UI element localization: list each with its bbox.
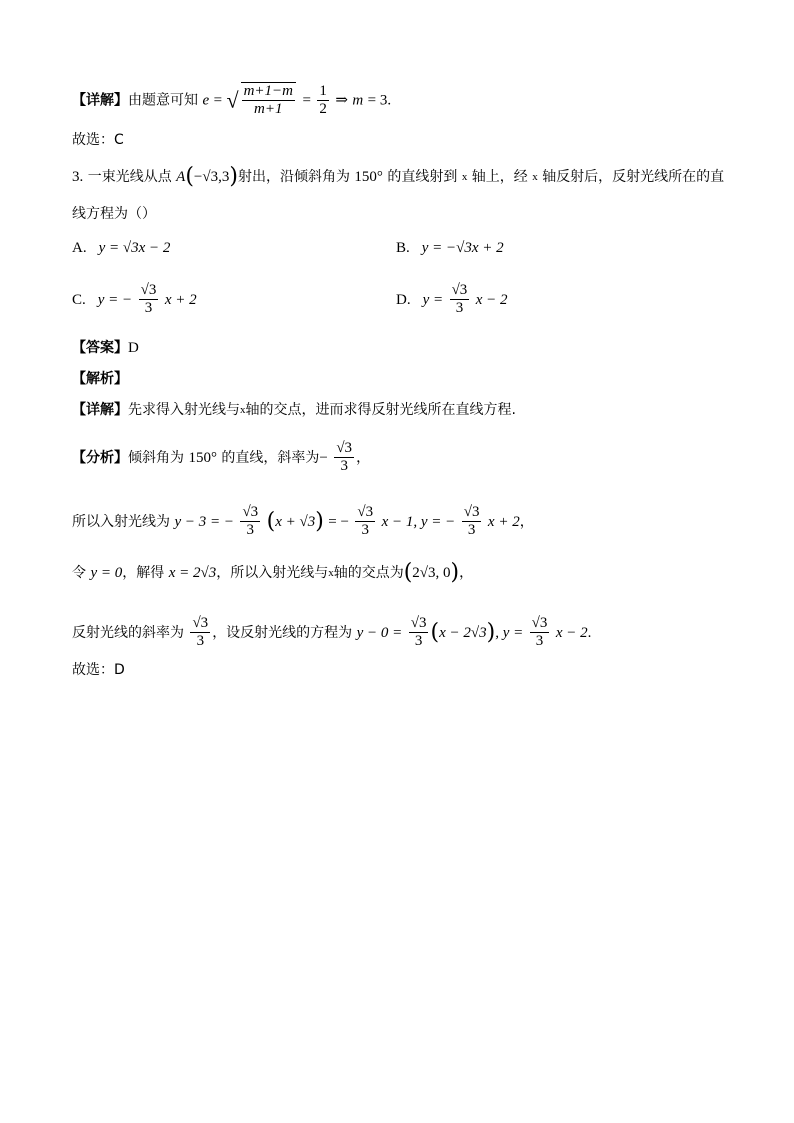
sqrt-sign: √ xyxy=(226,87,239,113)
step-3-line: 反射光线的斜率为 $\frac{√3}{3}$ ，设反射光线的方程为 y − 0 = $\frac{√3}{3}$ (x − 2√3), y = $\frac{√3}{3}$ x − 2. xyxy=(72,615,592,650)
question-3-line-2: 线方程为（） xyxy=(72,206,156,222)
option-a: A. y = √3x − 2 xyxy=(72,240,171,256)
sqrt-fraction: $\frac{m+1-m}{m+1}$ xyxy=(241,82,296,119)
final-choice-line: 故选：D xyxy=(72,662,125,678)
analysis-label: 【解析】 xyxy=(72,371,128,387)
choice-line-c: 故选：C xyxy=(72,132,124,148)
answer-line: 【答案】D xyxy=(72,340,139,356)
question-3-line-1: 3. 一束光线从点 A(−√3,3)射出，沿倾斜角为 150° 的直线射到 x 轴上，经 x 轴反射后，反射光线所在的直 xyxy=(72,164,725,189)
var-e: e xyxy=(202,92,210,109)
step-2-line: 令 y = 0，解得 x = 2√3，所以入射光线与x轴的交点为(2√3, 0)， xyxy=(72,560,474,585)
option-c: C. y = − $\frac{√3}{3}$ x + 2 xyxy=(72,282,197,317)
detail-text: 由题意可知 xyxy=(128,92,198,109)
option-d: D. y = $\frac{√3}{3}$ x − 2 xyxy=(396,282,508,317)
detail-line-2: 【详解】先求得入射光线与x轴的交点，进而求得反射光线所在直线方程. xyxy=(72,402,516,418)
detail-label: 【详解】 xyxy=(72,92,128,109)
detail-line-1: 【详解】由题意可知 e = √ $\frac{m+1-m}{m+1}$ = $\frac{1}{2}$ ⇒ m = 3. xyxy=(72,82,392,118)
analysis-line: 【分析】倾斜角为 150° 的直线，斜率为− $\frac{√3}{3}$ ， xyxy=(72,440,371,475)
step-1-line: 所以入射光线为 y − 3 = − $\frac{√3}{3}$ (x + √3) = − $\frac{√3}{3}$ x − 1, y = − $\frac{√3}{3}$ x + 2， xyxy=(72,504,534,539)
half-fraction: $\frac{1}{2}$ xyxy=(319,82,327,117)
equals: = xyxy=(213,92,223,109)
option-b: B. y = −√3x + 2 xyxy=(396,240,504,256)
